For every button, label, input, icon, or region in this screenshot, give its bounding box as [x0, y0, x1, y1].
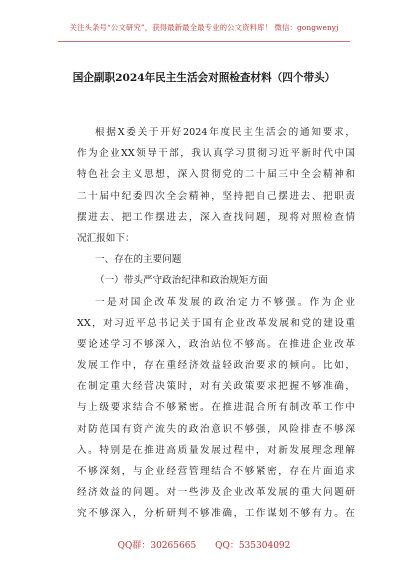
body-line: 与上级要求结合不够紧密。在推进混合所有制改革工作中	[77, 402, 355, 414]
body-line: XX，对习近平总书记关于国有企业改革发展和党的建设重	[77, 317, 355, 329]
body-line: 发展工作中，存在重经济效益轻政治要求的倾向。比如，	[77, 360, 355, 372]
qq-group-number: QQ群：30265665	[117, 541, 197, 551]
body-line: 究不够深入，分析研判不够准确，工作谋划不够有力。在	[77, 508, 355, 520]
subsection-heading: （一）带头严守政治纪律和政治规矩方面	[95, 275, 268, 287]
section-heading: 一、存在的主要问题	[95, 254, 182, 266]
body-line: 经济效益的问题。对一些涉及企业改革发展的重大问题研	[77, 487, 355, 499]
body-line: 对防范国有资产流失的政治意识不够强，风险排查不够深	[77, 423, 355, 435]
contact-footer	[0, 538, 408, 551]
body-line: 入。特别是在推进高质量发展过程中，对新发展理念理解	[77, 444, 355, 456]
body-line: 二十届中纪委四次全会精神，坚持把自己摆进去、把职责	[77, 190, 355, 202]
body-line: 一是对国企改革发展的政治定力不够强。作为企业	[95, 296, 355, 308]
body-line: 不够深刻，与企业经营管理结合不够紧密，存在片面追求	[77, 466, 355, 477]
body-line: 摆进去、把工作摆进去，深入查找问题，现将对照检查情	[77, 211, 355, 223]
body-line: 作为企业XX领导干部，我认真学习贯彻习近平新时代中国	[77, 148, 355, 160]
promo-header: 关注头条号“公文研究”，获得最新最全最专业的公文资料库！ 微信：gongwenyj	[69, 23, 339, 32]
document-body	[77, 122, 355, 525]
document-title: 国企副职2024年民主生活会对照检查材料（四个带头）	[72, 72, 336, 84]
body-line: 根据X委关于开好2024年度民主生活会的通知要求，	[95, 127, 355, 138]
body-line: 要论述学习不够深入，政治站位不够高。在推进企业改革	[77, 338, 355, 350]
body-line: 况汇报如下：	[77, 232, 135, 244]
body-line: 在制定重大经营决策时，对有关政策要求把握不够准确，	[77, 381, 355, 393]
body-line: 特色社会主义思想，深入贯彻党的二十届三中全会精神和	[77, 169, 355, 181]
header-divider	[58, 41, 350, 42]
qq-number: QQ：535304092	[215, 541, 291, 551]
